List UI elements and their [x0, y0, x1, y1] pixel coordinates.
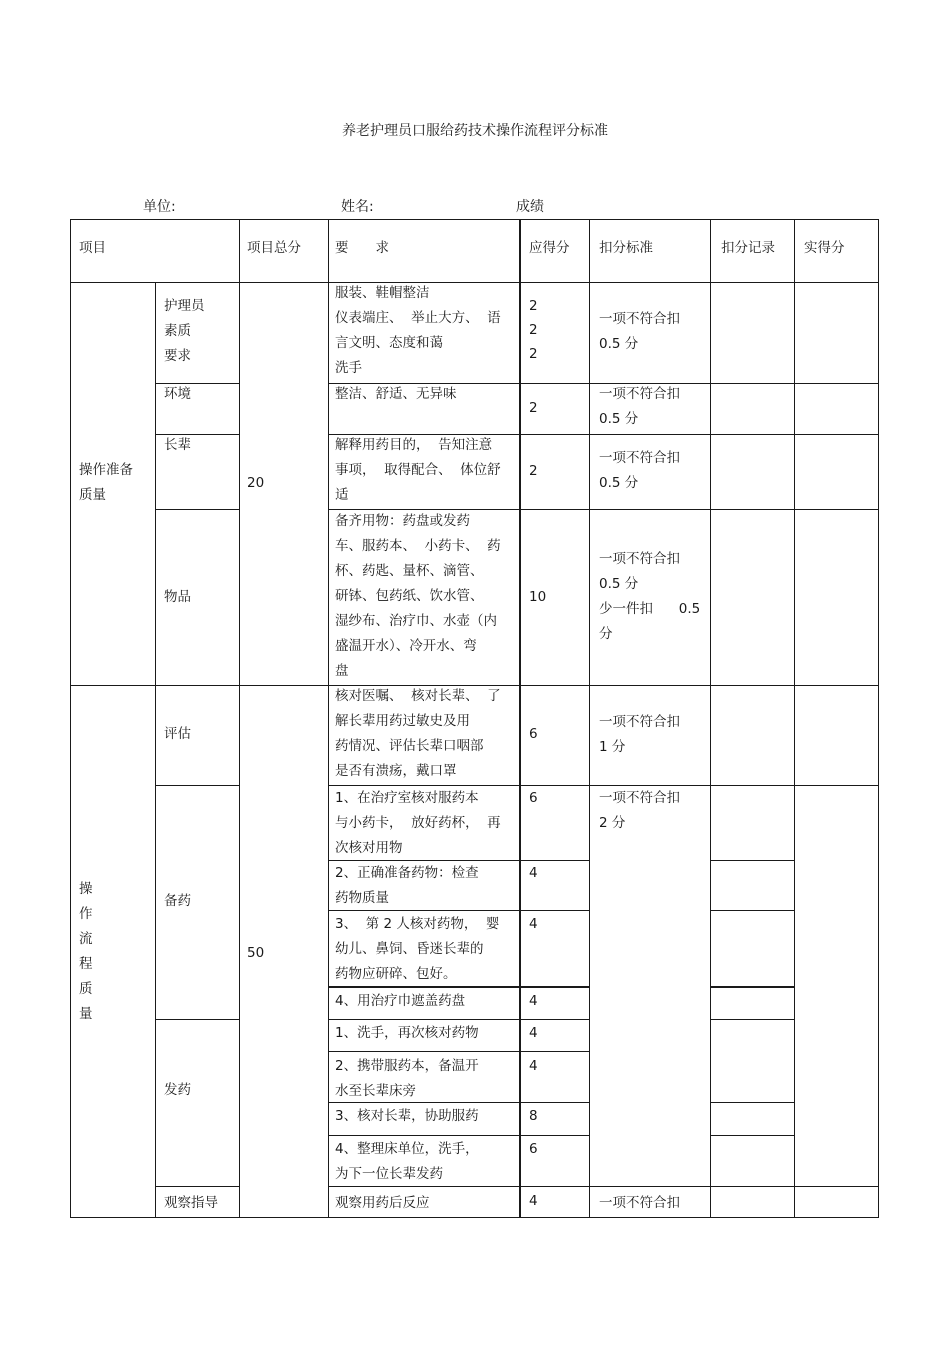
row-points: 4	[529, 865, 538, 881]
column-line	[239, 219, 240, 1218]
row-line	[710, 986, 794, 988]
section-name: 操 作 流 程 质 量	[79, 881, 93, 1022]
row-line	[328, 1051, 590, 1052]
column-line	[155, 282, 156, 1218]
row-requirement: 观察用药后反应	[335, 1195, 430, 1211]
table-border-left	[70, 219, 71, 1218]
row-line	[155, 785, 239, 786]
header-requirement: 要 求	[335, 240, 389, 256]
row-requirement: 1、洗手，再次核对药物	[335, 1025, 479, 1041]
row-line	[155, 509, 239, 510]
row-deduction-standard: 一项不符合扣 2 分	[599, 790, 680, 831]
row-requirement: 1、在治疗室核对服药本 与小药卡， 放好药杯， 再 次核对用物	[335, 790, 501, 856]
row-requirement: 核对医嘱、 核对长辈、 了 解长辈用药过敏史及用 药情况、评估长辈口咽部 是否有溃疡，戴口罩	[335, 688, 501, 779]
header-item: 项目	[79, 240, 106, 256]
column-line	[589, 219, 590, 1218]
section-name: 操作准备 质量	[79, 462, 133, 503]
header-actual-score: 实得分	[804, 240, 845, 256]
row-points: 4	[529, 916, 538, 932]
row-points: 6	[529, 790, 538, 806]
row-requirement: 4、用治疗巾遮盖药盘	[335, 993, 466, 1009]
row-deduction-standard: 一项不符合扣	[599, 1195, 680, 1211]
header-total: 项目总分	[247, 240, 301, 256]
row-points: 10	[529, 589, 547, 605]
column-line	[794, 219, 795, 1218]
row-points: 2 2 2	[529, 298, 538, 362]
row-subitem: 评估	[164, 726, 191, 742]
header-deduction-record: 扣分记录	[721, 240, 775, 256]
unit-label: 单位:	[143, 199, 176, 215]
section-total: 50	[247, 945, 265, 961]
row-line	[710, 1102, 794, 1103]
row-line	[155, 1019, 239, 1020]
row-line	[710, 860, 794, 861]
row-requirement: 解释用药目的， 告知注意 事项， 取得配合、 体位舒 适	[335, 437, 501, 503]
row-points: 6	[529, 726, 538, 742]
row-points: 4	[529, 1058, 538, 1074]
column-line	[710, 219, 711, 1218]
row-line	[710, 1135, 794, 1136]
row-subitem: 长辈	[164, 437, 191, 453]
table-border-right	[878, 219, 879, 1218]
row-line	[328, 1135, 590, 1136]
row-subitem: 物品	[164, 589, 191, 605]
table-border-bottom	[70, 1217, 879, 1218]
row-deduction-standard: 一项不符合扣 0.5 分	[599, 450, 680, 491]
row-points: 2	[529, 463, 538, 479]
row-requirement: 2、携带服药本，备温开 水至长辈床旁	[335, 1058, 479, 1099]
row-deduction-standard: 一项不符合扣 0.5 分	[599, 311, 680, 352]
row-line	[710, 1019, 794, 1020]
column-line	[519, 219, 521, 1218]
row-points: 4	[529, 993, 538, 1009]
row-subitem: 环境	[164, 386, 191, 402]
section-total: 20	[247, 475, 265, 491]
row-deduction-standard: 一项不符合扣 0.5 分	[599, 386, 680, 427]
row-points: 2	[529, 400, 538, 416]
row-deduction-standard: 一项不符合扣 1 分	[599, 714, 680, 755]
row-subitem: 发药	[164, 1082, 191, 1098]
row-requirement: 备齐用物：药盘或发药 车、服药本、 小药卡、 药 杯、药匙、量杯、滴管、 研钵、包药纸、饮水管、 湿纱布、治疗巾、水壶（内 盛温开水）、冷开水、弯 盘	[335, 513, 501, 679]
row-points: 4	[529, 1193, 538, 1209]
column-line	[328, 219, 329, 1218]
row-line	[710, 910, 794, 911]
row-requirement: 4、整理床单位，洗手， 为下一位长辈发药	[335, 1141, 479, 1182]
name-label: 姓名:	[341, 199, 374, 215]
table-border-top	[70, 219, 879, 220]
row-subitem: 备药	[164, 893, 191, 909]
row-subitem: 护理员 素质 要求	[164, 298, 205, 364]
row-line	[328, 1019, 590, 1020]
header-deduction-standard: 扣分标准	[599, 240, 653, 256]
header-points: 应得分	[529, 240, 570, 256]
score-label: 成绩	[516, 199, 544, 215]
row-points: 6	[529, 1141, 538, 1157]
row-subitem: 观察指导	[164, 1195, 218, 1211]
row-requirement: 3、核对长辈，协助服药	[335, 1108, 479, 1124]
row-points: 8	[529, 1108, 538, 1124]
row-points: 4	[529, 1025, 538, 1041]
row-requirement: 2、正确准备药物：检查 药物质量	[335, 865, 479, 906]
row-deduction-standard: 一项不符合扣 0.5 分 少一件扣 0.5 分	[599, 551, 701, 642]
row-requirement: 服装、鞋帽整洁 仪表端庄、 举止大方、 语 言文明、态度和蔼 洗手	[335, 285, 501, 376]
row-requirement: 3、 第 2 人核对药物， 婴 幼儿、鼻饲、昏迷长辈的 药物应研碎、包好。	[335, 916, 500, 982]
row-requirement: 整洁、舒适、无异味	[335, 386, 457, 402]
row-line	[155, 1186, 239, 1187]
document-title: 养老护理员口服给药技术操作流程评分标准	[342, 123, 608, 139]
